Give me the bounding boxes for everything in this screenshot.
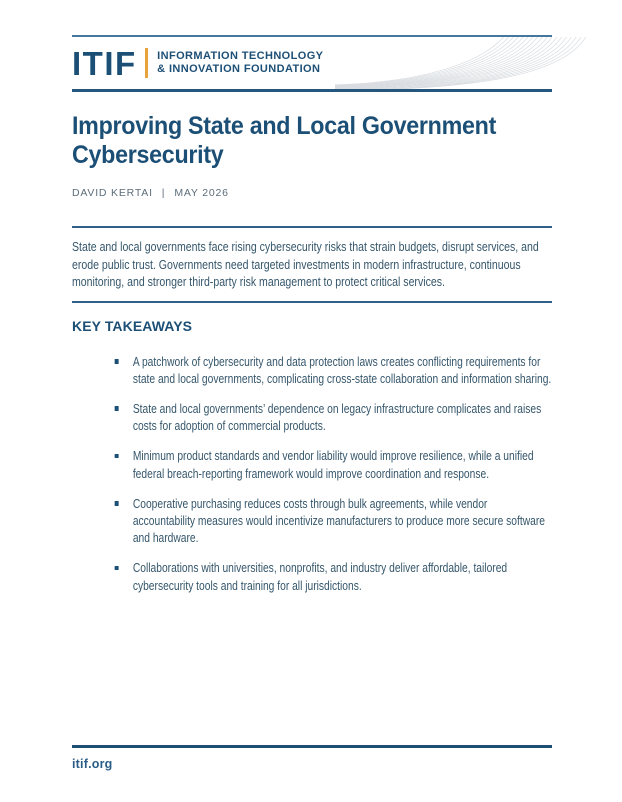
square-bullet-icon bbox=[115, 566, 119, 571]
logo-divider-bar bbox=[145, 48, 149, 78]
publication-date: MAY 2026 bbox=[174, 187, 229, 199]
takeaway-text: A patchwork of cybersecurity and data protection laws creates conflicting requirements for state and local governments, complicating cross-state collaboration and information sharing. bbox=[132, 353, 552, 386]
takeaway-item bbox=[113, 495, 552, 547]
takeaway-text: Collaborations with universities, nonprofits, and industry deliver affordable, tailored cybersecurity tools and training for all jurisdictions. bbox=[132, 560, 508, 593]
byline bbox=[72, 186, 552, 200]
itif-logo bbox=[72, 44, 324, 82]
org-name bbox=[157, 50, 323, 77]
page-footer bbox=[72, 745, 552, 773]
takeaway-text: Cooperative purchasing reduces costs through bulk agreements, while vendor accountability measures would incentivize manufacturers to produce more secure software and hardware. bbox=[132, 495, 545, 546]
abstract-text: State and local governments face rising cybersecurity risks that strain budgets, disrupt services, and erode public trust. Governments need targeted investments in modern infrastructure, continuous monitoring, and stronger third-party risk management to protect critical services. bbox=[72, 239, 539, 289]
square-bullet-icon bbox=[115, 359, 119, 364]
abstract-box bbox=[72, 226, 552, 303]
takeaway-item bbox=[113, 353, 552, 387]
square-bullet-icon bbox=[115, 501, 119, 506]
header-band bbox=[72, 35, 552, 92]
key-takeaways-list bbox=[72, 353, 593, 594]
swoosh-decoration bbox=[335, 37, 590, 89]
takeaway-item bbox=[113, 559, 552, 593]
org-name-line2: & INNOVATION FOUNDATION bbox=[157, 63, 321, 75]
report-title-line2: Cybersecurity bbox=[72, 141, 224, 169]
report-title-line1: Improving State and Local Government bbox=[72, 112, 497, 140]
byline-separator: | bbox=[161, 187, 166, 199]
takeaway-text: State and local governments’ dependence on legacy infrastructure complicates and raises costs for adoption of commercial products. bbox=[132, 400, 542, 434]
report-title bbox=[72, 112, 552, 170]
square-bullet-icon bbox=[115, 406, 119, 411]
org-name-line1: INFORMATION TECHNOLOGY bbox=[157, 49, 324, 62]
page-content bbox=[72, 35, 552, 594]
author-name: DAVID KERTAI bbox=[72, 187, 153, 199]
square-bullet-icon bbox=[115, 454, 119, 459]
key-takeaways-heading: KEY TAKEAWAYS bbox=[72, 317, 193, 334]
website-link[interactable]: itif.org bbox=[72, 757, 113, 771]
takeaway-text: Minimum product standards and vendor liability would improve resilience, while a unified federal breach-reporting framework would improve coordination and response. bbox=[132, 448, 534, 481]
itif-wordmark: ITIF bbox=[72, 44, 137, 82]
takeaway-item bbox=[113, 447, 552, 481]
takeaway-item bbox=[113, 400, 552, 434]
